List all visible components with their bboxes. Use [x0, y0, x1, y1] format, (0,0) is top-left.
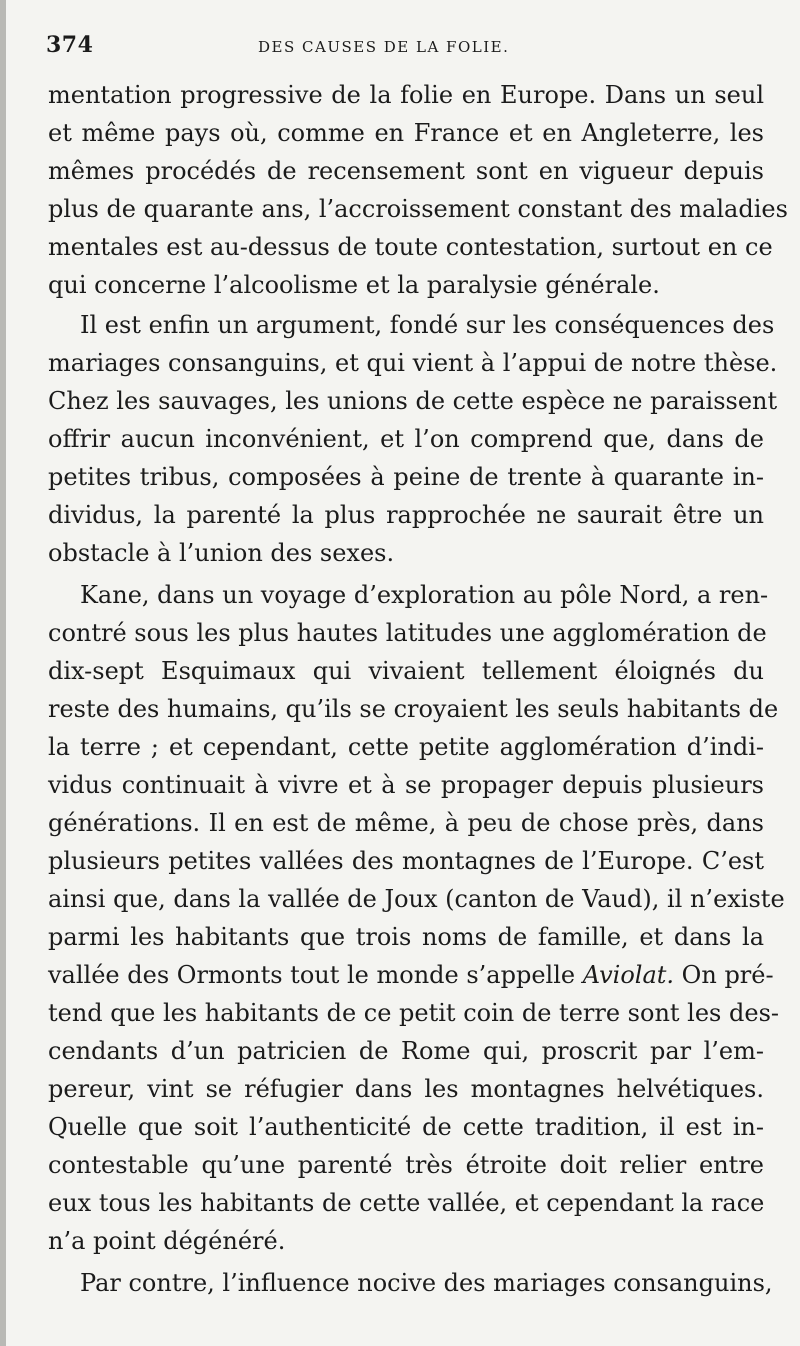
text-line: Chez les sauvages, les unions de cette espèce ne paraissent	[48, 387, 778, 415]
text-line: dix-sept Esquimaux qui vivaient tellement éloignés du	[48, 657, 764, 685]
text-line: mentales est au-dessus de toute contestation, surtout en ce	[48, 233, 773, 261]
text-line: contestable qu’une parenté très étroite doit relier entre	[48, 1151, 764, 1179]
text-line: qui concerne l’alcoolisme et la paralysie générale.	[48, 271, 660, 299]
text-line: mariages consanguins, et qui vient à l’appui de notre thèse.	[48, 349, 778, 377]
text-line: mentation progressive de la folie en Europe. Dans un seul	[48, 81, 764, 109]
paragraph-first-line: Par contre, l’influence nocive des mariages consanguins,	[80, 1269, 773, 1297]
text-line: générations. Il en est de même, à peu de chose près, dans	[48, 809, 764, 837]
text-line: pereur, vint se réfugier dans les montagnes helvétiques.	[48, 1075, 764, 1103]
running-header	[46, 32, 764, 64]
text-line: dividus, la parenté la plus rapprochée ne saurait être un	[48, 501, 764, 529]
text-line: reste des humains, qu’ils se croyaient les seuls habitants de	[48, 695, 779, 723]
text-line: plusieurs petites vallées des montagnes de l’Europe. C’est	[48, 847, 764, 875]
paragraph-first-line: Kane, dans un voyage d’exploration au pôle Nord, a ren-	[80, 581, 769, 609]
text-line	[48, 956, 774, 994]
text-line: la terre ; et cependant, cette petite agglomération d’indi-	[48, 733, 764, 761]
text-line: obstacle à l’union des sexes.	[48, 539, 395, 567]
text-line: petites tribus, composées à peine de trente à quarante in-	[48, 463, 764, 491]
text-line: eux tous les habitants de cette vallée, et cependant la race	[48, 1189, 765, 1217]
paragraph-first-line: Il est enfin un argument, fondé sur les conséquences des	[80, 311, 775, 339]
text-line: plus de quarante ans, l’accroissement constant des maladies	[48, 195, 788, 223]
text-run: vallée des Ormonts tout le monde s’appelle	[48, 961, 583, 989]
running-title: DES CAUSES DE LA FOLIE.	[258, 38, 510, 56]
text-line: vidus continuait à vivre et à se propager depuis plusieurs	[48, 771, 764, 799]
italic-name: Aviolat.	[582, 961, 675, 989]
text-run: On pré-	[674, 961, 774, 989]
text-line: parmi les habitants que trois noms de famille, et dans la	[48, 923, 764, 951]
text-line: tend que les habitants de ce petit coin de terre sont les des-	[48, 999, 779, 1027]
text-line: et même pays où, comme en France et en Angleterre, les	[48, 119, 764, 147]
text-line: ainsi que, dans la vallée de Joux (canton de Vaud), il n’existe	[48, 885, 785, 913]
text-line: contré sous les plus hautes latitudes une agglomération de	[48, 619, 767, 647]
text-line: mêmes procédés de recensement sont en vigueur depuis	[48, 157, 764, 185]
page-number: 374	[46, 32, 94, 58]
text-line: Quelle que soit l’authenticité de cette tradition, il est in-	[48, 1113, 764, 1141]
text-line: offrir aucun inconvénient, et l’on comprend que, dans de	[48, 425, 764, 453]
text-line: cendants d’un patricien de Rome qui, proscrit par l’em-	[48, 1037, 764, 1065]
text-line: n’a point dégénéré.	[48, 1227, 286, 1255]
